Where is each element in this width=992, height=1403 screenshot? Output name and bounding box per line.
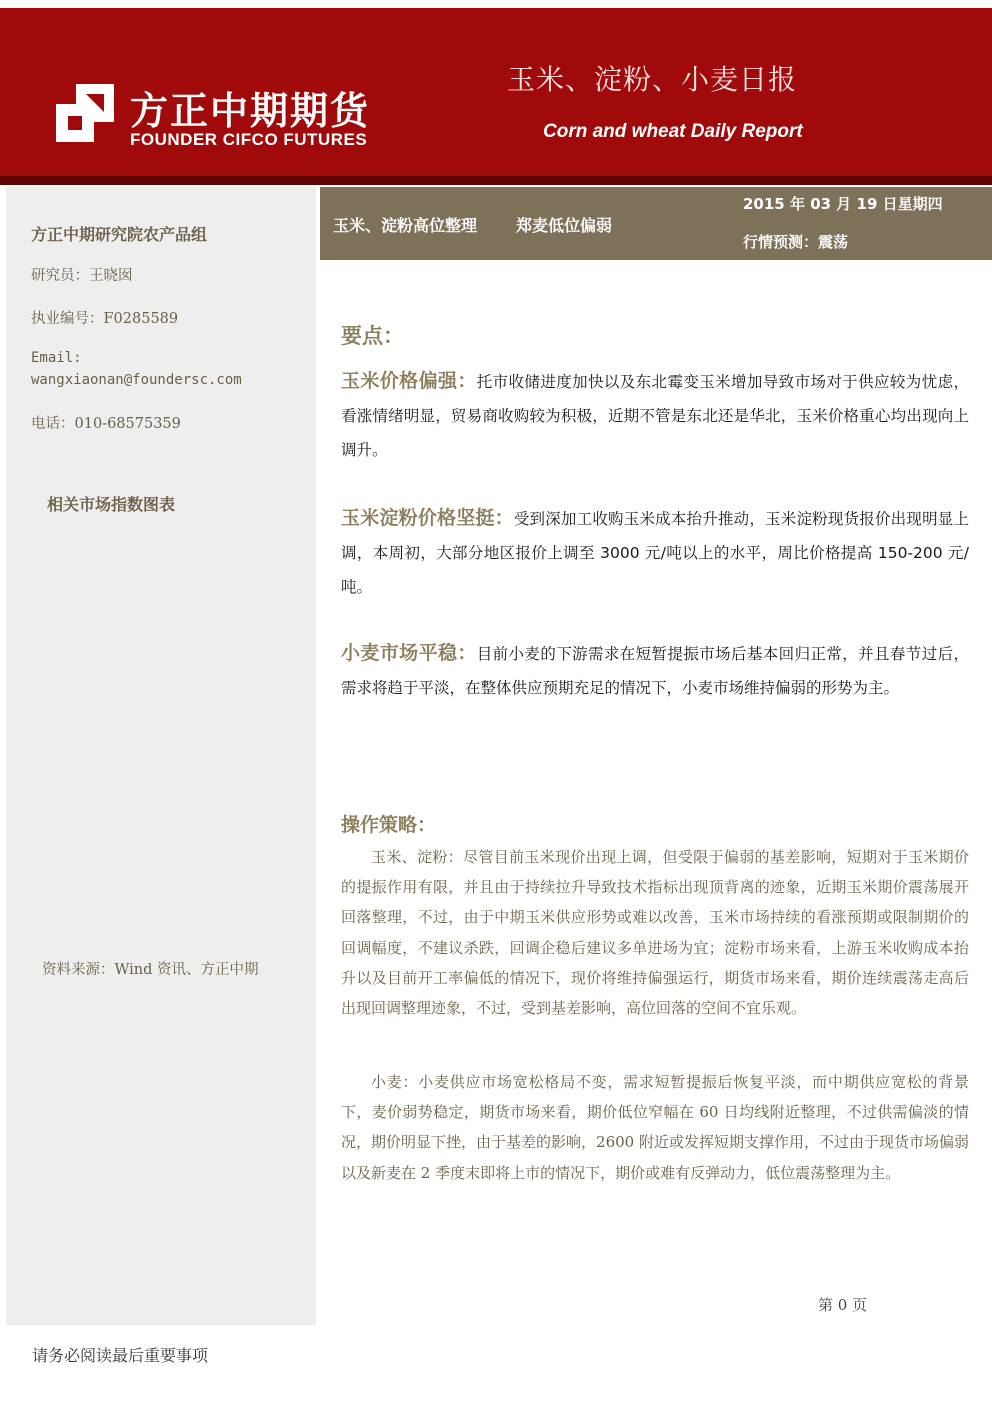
header-banner-shadow	[0, 176, 992, 185]
company-logo-icon	[56, 84, 114, 142]
research-group: 方正中期研究院农产品组	[31, 225, 208, 244]
point-wheat-text: 目前小麦的下游需求在短暂提振市场后基本回归正常，并且春节过后，需求将趋于平淡，在整体供应预期充足的情况下，小麦市场维持偏弱的形势为主。	[341, 645, 969, 697]
index-charts-heading: 相关市场指数图表	[47, 495, 176, 514]
point-starch	[341, 501, 969, 604]
report-date: 2015 年 03 月 19 日星期四	[743, 195, 943, 213]
page-number: 第 0 页	[818, 1296, 868, 1314]
point-starch-text: 受到深加工收购玉米成本抬升推动，玉米淀粉现货报价出现明显上调，本周初，大部分地区报价上调至 3000 元/吨以上的水平，周比价格提高 150-200 元/吨。	[341, 510, 969, 596]
point-corn	[341, 364, 969, 467]
strategy-corn-starch: 玉米、淀粉：尽管目前玉米现价出现上调，但受限于偏弱的基差影响，短期对于玉米期价的提振作用有限，并且由于持续拉升导致技术指标出现顶背离的迹象，近期玉米期价震荡展开回落整理，不过，由于中期玉米供应形势或难以改善，玉米市场持续的看涨预期或限制期价的回调幅度，不建议杀跌，回调企稳后建议多单进场为宜；淀粉市场来看，上游玉米收购成本抬升以及目前开工率偏低的情况下，现价将维持偏强运行，期货市场来看，期价连续震荡走高后出现回调整理迹象，不过，受到基差影响，高位回落的空间不宜乐观。	[341, 848, 969, 1018]
report-title-en: Corn and wheat Daily Report	[543, 121, 803, 142]
researcher: 研究员：王晓囡	[31, 268, 133, 284]
headline-corn-starch: 玉米、淀粉高位整理	[333, 216, 478, 235]
point-wheat-keyword: 小麦市场平稳：	[341, 642, 477, 664]
point-starch-keyword: 玉米淀粉价格坚挺：	[341, 507, 514, 529]
point-corn-text: 托市收储进度加快以及东北霉变玉米增加导致市场对于供应较为忧虑，看涨情绪明显，贸易商收购较为积极，近期不管是东北还是华北，玉米价格重心均出现向上调升。	[341, 373, 969, 459]
key-points-heading: 要点：	[341, 324, 404, 348]
point-wheat	[341, 636, 969, 705]
market-forecast: 行情预测：震荡	[743, 233, 849, 251]
disclaimer-note: 请务必阅读最后重要事项	[32, 1346, 209, 1365]
strategy-heading: 操作策略：	[341, 814, 437, 836]
company-name-cn: 方正中期期货	[130, 89, 371, 133]
headline-wheat: 郑麦低位偏弱	[516, 216, 613, 235]
strategy-wheat: 小麦：小麦供应市场宽松格局不变，需求短暂提振后恢复平淡，而中期供应宽松的背景下，麦价弱势稳定，期货市场来看，期价低位窄幅在 60 日均线附近整理，不过供需偏淡的情况，期价明显下挫，由于基差的影响，2600 附近或发挥短期支撑作用，不过由于现货市场偏弱以及新麦在 2 季度末即将上市的情况下，期价或难有反弹动力，低位震荡整理为主。	[341, 1073, 969, 1182]
company-name-en: FOUNDER CIFCO FUTURES	[130, 130, 368, 149]
data-source: 资料来源：Wind 资讯、方正中期	[42, 962, 259, 978]
license-number: 执业编号：F0285589	[31, 311, 179, 327]
email-label: Email:	[31, 350, 82, 366]
report-title-cn: 玉米、淀粉、小麦日报	[507, 63, 798, 96]
point-corn-keyword: 玉米价格偏强：	[341, 370, 477, 392]
phone-number: 电话：010-68575359	[31, 416, 181, 432]
email-address[interactable]: wangxiaonan@foundersc.com	[31, 372, 242, 388]
